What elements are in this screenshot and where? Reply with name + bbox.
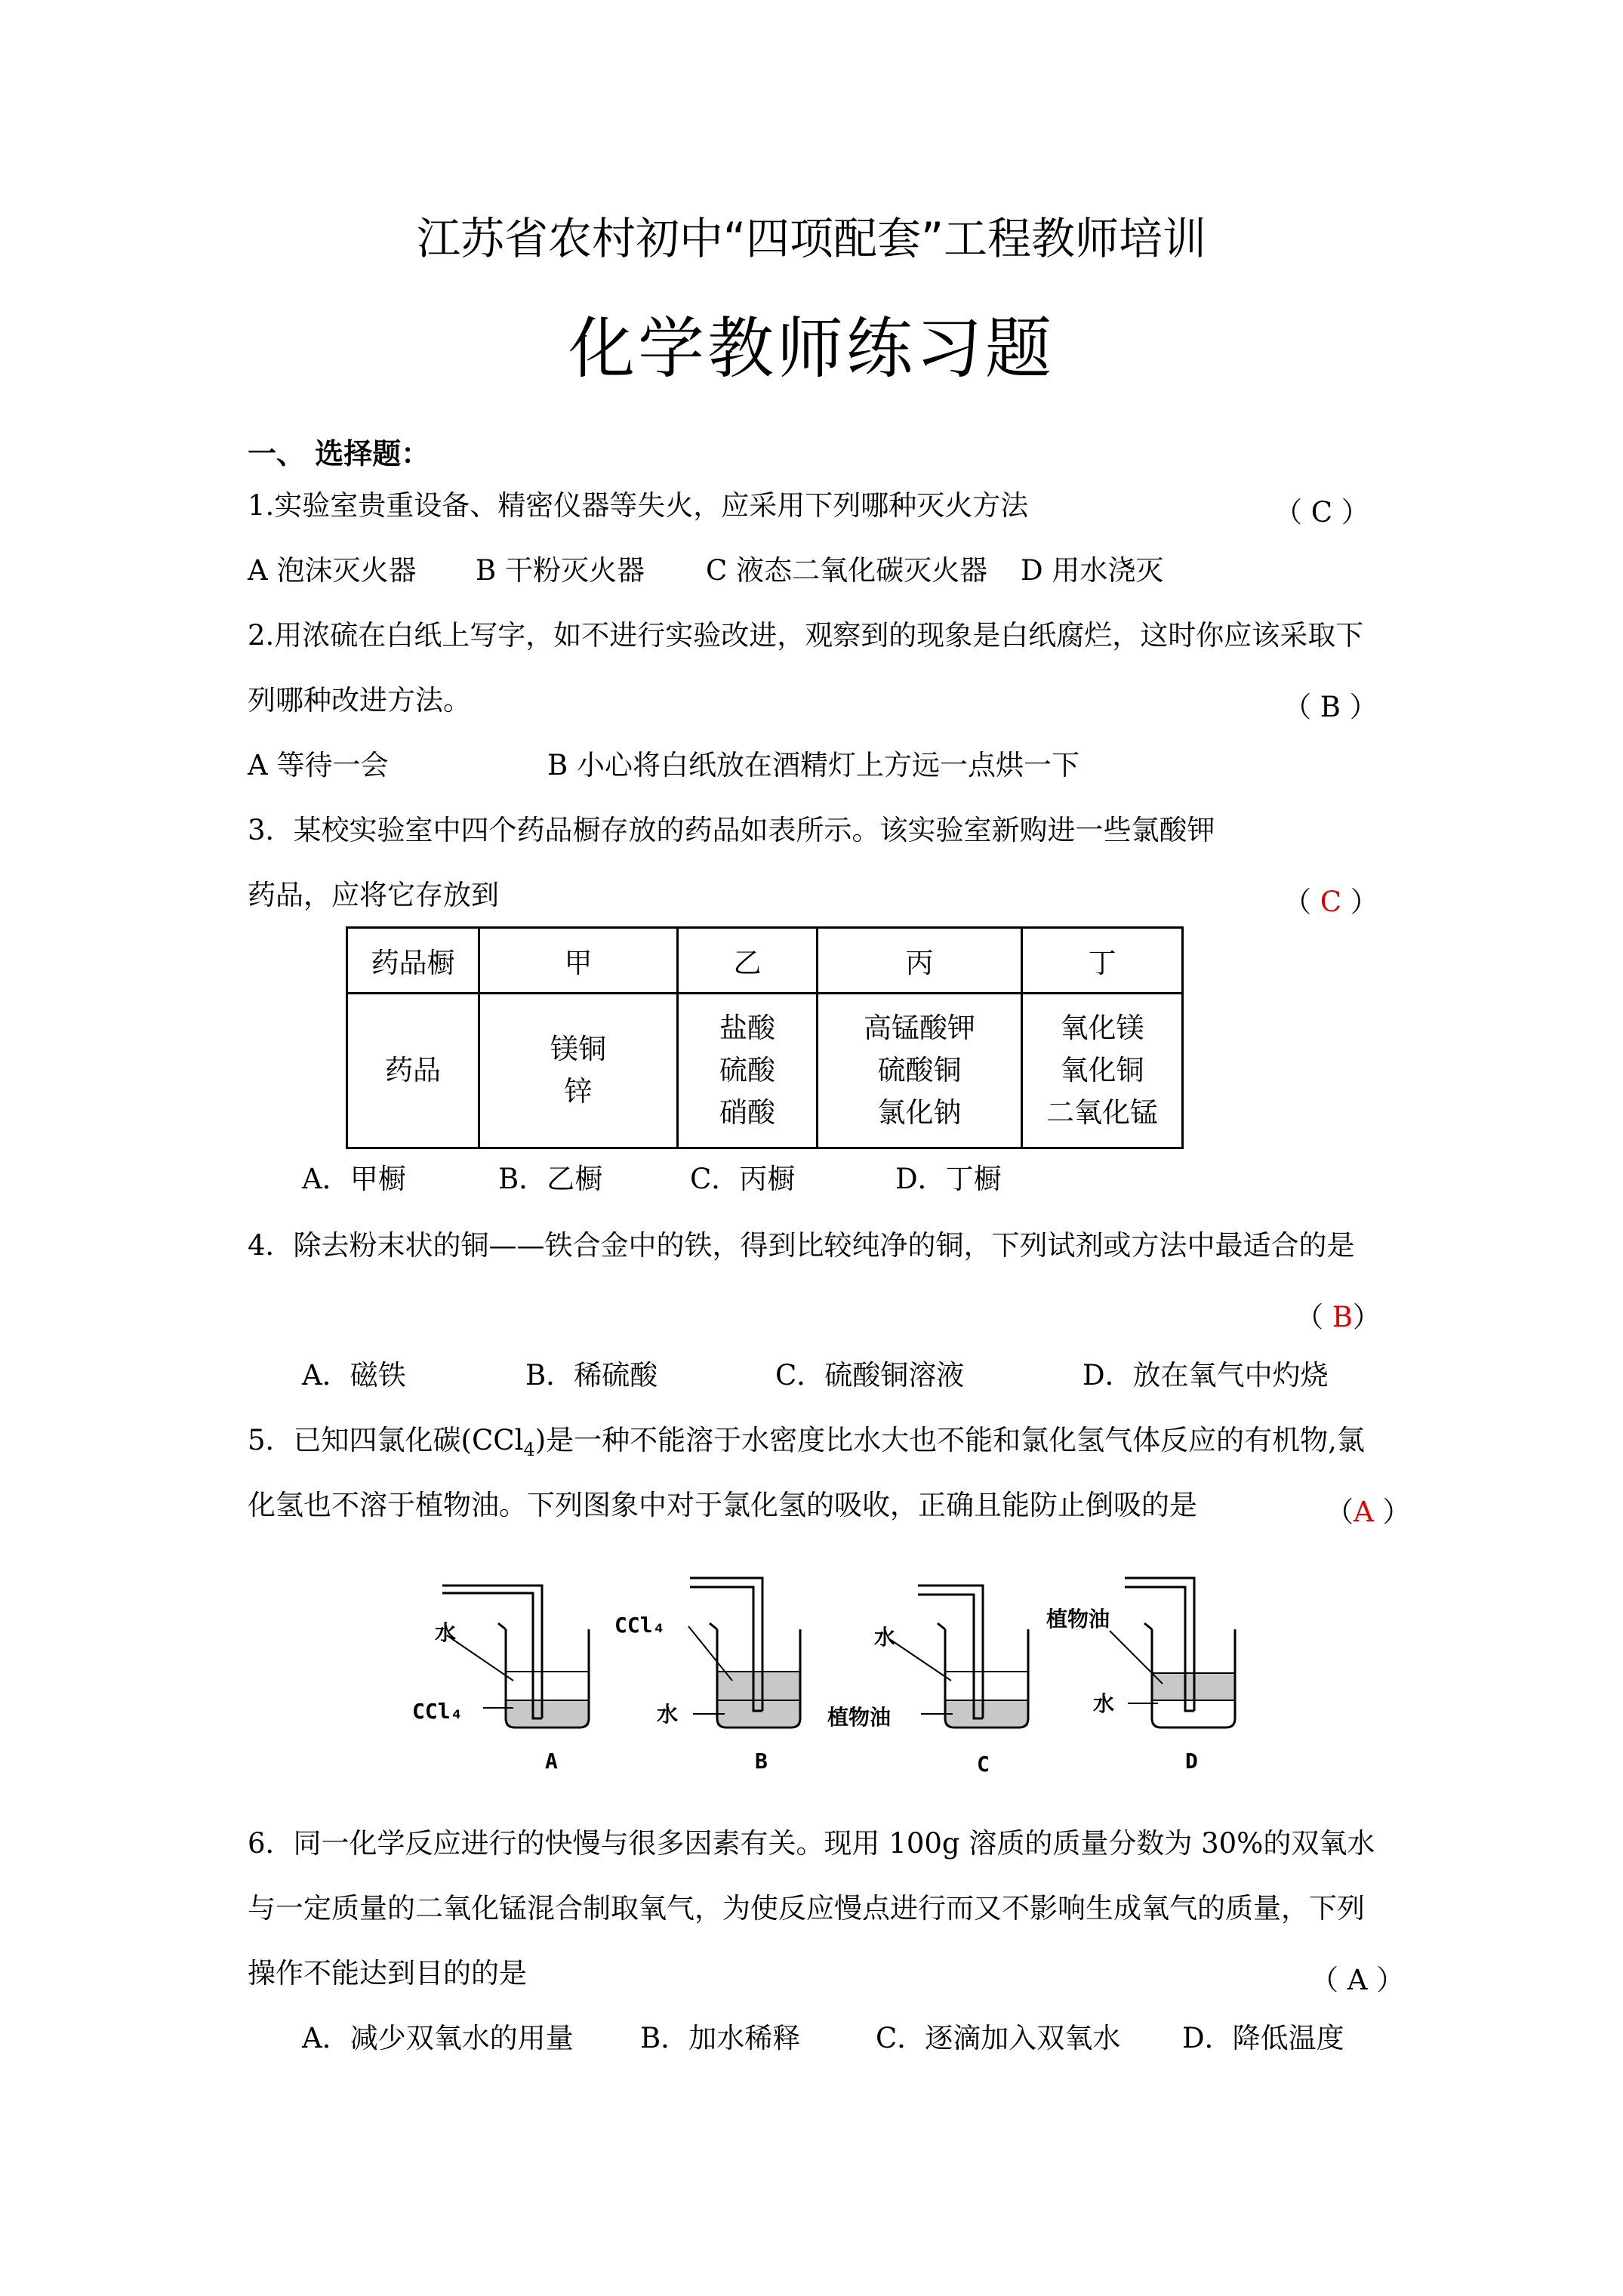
beaker-spout — [498, 1623, 506, 1629]
table-cell-line: 二氧化锰 — [1046, 1096, 1158, 1129]
q6-option-b: B．加水稀释 — [640, 2022, 801, 2054]
table-header-cell: 乙 — [678, 928, 818, 994]
leader-line — [1110, 1631, 1163, 1684]
label-a: A — [545, 1749, 558, 1774]
q4-stem: 4．除去粉末状的铜——铁合金中的铁，得到比较纯净的铜，下列试剂或方法中最适合的是 — [248, 1229, 1355, 1262]
q4-answer — [1295, 1294, 1381, 1335]
q4-option-c: C．硫酸铜溶液 — [775, 1359, 965, 1391]
leader-line — [447, 1635, 513, 1681]
label-c: C — [977, 1752, 990, 1777]
leader-line — [688, 1626, 732, 1681]
beaker-spout — [938, 1623, 945, 1629]
q6-option-a: A．减少双氧水的用量 — [302, 2022, 574, 2054]
q3-option-d: D．丁橱 — [895, 1163, 1002, 1195]
q5-answer — [1326, 1489, 1411, 1530]
q5-answer-letter: A — [1354, 1496, 1374, 1528]
drug-cabinet-table — [346, 926, 1184, 1149]
absorption-apparatus-figure — [400, 1570, 1268, 1789]
label-water: 水 — [657, 1702, 679, 1727]
q3-answer — [1283, 879, 1378, 920]
table-cell-line: 高锰酸钾 — [864, 1012, 975, 1044]
table-cell-ding — [1022, 994, 1183, 1148]
table-header-cell: 丁 — [1022, 928, 1183, 994]
table-header-cell: 甲 — [479, 928, 678, 994]
table-cell-jia — [479, 994, 678, 1148]
beaker-b — [614, 1578, 800, 1774]
label-b: B — [755, 1749, 768, 1774]
table-cell-bing — [818, 994, 1022, 1148]
q5-stem-part-b: )是一种不能溶于水密度比水大也不能和氯化氢气体反应的有机物,氯 — [534, 1424, 1365, 1456]
q3-answer-letter: C — [1320, 886, 1342, 918]
table-cell-line: 氯化钠 — [877, 1096, 962, 1129]
q5-answer-close: ） — [1373, 1496, 1411, 1528]
label-ccl4: CCl₄ — [412, 1699, 463, 1724]
ccl4-layer — [717, 1672, 800, 1726]
table-cell-yi — [678, 994, 818, 1148]
table-cell-line: 硫酸 — [719, 1054, 775, 1086]
q5-stem-line1 — [248, 1424, 1365, 1466]
q4-option-b: B．稀硫酸 — [525, 1359, 658, 1391]
q4-option-a: A．磁铁 — [302, 1359, 406, 1391]
table-cell-line: 硫酸铜 — [877, 1054, 962, 1086]
q5-answer-open: （ — [1326, 1496, 1354, 1528]
beaker-spout — [1144, 1623, 1152, 1629]
label-d: D — [1185, 1749, 1198, 1774]
table-cell-line: 锌 — [564, 1075, 593, 1108]
label-ccl4: CCl₄ — [614, 1613, 666, 1638]
q1-option-b: B 干粉灭火器 — [476, 554, 645, 587]
q1-stem: 1.实验室贵重设备、精密仪器等失火，应采用下列哪种灭火方法 — [248, 489, 1029, 522]
beaker-d — [1046, 1578, 1235, 1774]
q4-answer-open: （ — [1295, 1301, 1332, 1333]
q2-option-a: A 等待一会 — [248, 749, 389, 781]
q2-option-b: B 小心将白纸放在酒精灯上方远一点烘一下 — [547, 749, 1079, 781]
label-oil: 植物油 — [827, 1705, 892, 1730]
ccl4-layer — [506, 1700, 589, 1726]
q6-stem-line1: 6．同一化学反应进行的快慢与很多因素有关。现用 100g 溶质的质量分数为 30%的双氧水 — [248, 1827, 1375, 1860]
leader-line — [891, 1640, 951, 1681]
q3-option-b: B．乙橱 — [498, 1163, 603, 1195]
q6-stem-line2: 与一定质量的二氧化锰混合制取氧气，为使反应慢点进行而又不影响生成氧气的质量，下列 — [248, 1892, 1365, 1925]
q1-option-a: A 泡沫灭火器 — [248, 554, 417, 587]
beaker-spout — [710, 1623, 717, 1629]
table-cell-line: 盐酸 — [719, 1012, 775, 1044]
table-cell-line: 氧化镁 — [1060, 1012, 1144, 1044]
q5-stem-line2: 化氢也不溶于植物油。下列图象中对于氯化氢的吸收，正确且能防止倒吸的是 — [248, 1489, 1197, 1521]
gas-tube — [918, 1586, 983, 1718]
table-header-cell: 丙 — [818, 928, 1022, 994]
table-cell-line: 氧化铜 — [1060, 1054, 1144, 1086]
page-subtitle: 化学教师练习题 — [568, 310, 1055, 387]
q3-answer-close: ） — [1341, 886, 1378, 918]
label-water: 水 — [874, 1625, 896, 1650]
q2-stem-line2: 列哪种改进方法。 — [248, 684, 471, 717]
q3-answer-open: （ — [1283, 886, 1320, 918]
table-header-cell: 药品橱 — [347, 928, 479, 994]
q6-stem-line3: 操作不能达到目的的是 — [248, 1957, 527, 1989]
q3-stem-line1: 3．某校实验室中四个药品橱存放的药品如表所示。该实验室新购进一些氯酸钾 — [248, 814, 1215, 846]
q1-option-d: D 用水浇灭 — [1021, 554, 1164, 587]
oil-layer — [945, 1700, 1028, 1726]
q6-answer: （ A ） — [1310, 1964, 1405, 1996]
q4-answer-close: ） — [1352, 1301, 1381, 1333]
page-title: 江苏省农村初中“四项配套”工程教师培训 — [416, 213, 1207, 264]
q6-option-c: C．逐滴加入双氧水 — [876, 2022, 1121, 2054]
beaker-a — [412, 1586, 589, 1774]
section-heading: 一、 选择题： — [248, 437, 430, 470]
beaker-c — [827, 1586, 1028, 1777]
q5-stem-part-a: 5．已知四氯化碳(CCl — [248, 1424, 524, 1456]
q3-option-c: C．丙橱 — [690, 1163, 796, 1195]
q2-answer: （ B ） — [1283, 691, 1378, 723]
label-oil: 植物油 — [1046, 1607, 1110, 1632]
q5-stem-subscript: 4 — [523, 1439, 535, 1460]
label-water: 水 — [435, 1620, 457, 1645]
q3-stem-line2: 药品，应将它存放到 — [248, 879, 499, 911]
label-water: 水 — [1093, 1691, 1115, 1716]
q4-option-d: D．放在氧气中灼烧 — [1083, 1359, 1329, 1391]
table-cell-line: 镁铜 — [550, 1033, 606, 1065]
q3-option-a: A．甲橱 — [302, 1163, 406, 1195]
q6-option-d: D．降低温度 — [1182, 2022, 1344, 2054]
q1-answer: （ C ） — [1274, 496, 1369, 529]
table-cell-line: 硝酸 — [719, 1096, 775, 1129]
q1-option-c: C 液态二氧化碳灭火器 — [706, 554, 988, 587]
q4-answer-letter: B — [1332, 1301, 1353, 1333]
table-row-label: 药品 — [347, 994, 479, 1148]
q2-stem-line1: 2.用浓硫在白纸上写字，如不进行实验改进，观察到的现象是白纸腐烂，这时你应该采取下 — [248, 619, 1364, 652]
